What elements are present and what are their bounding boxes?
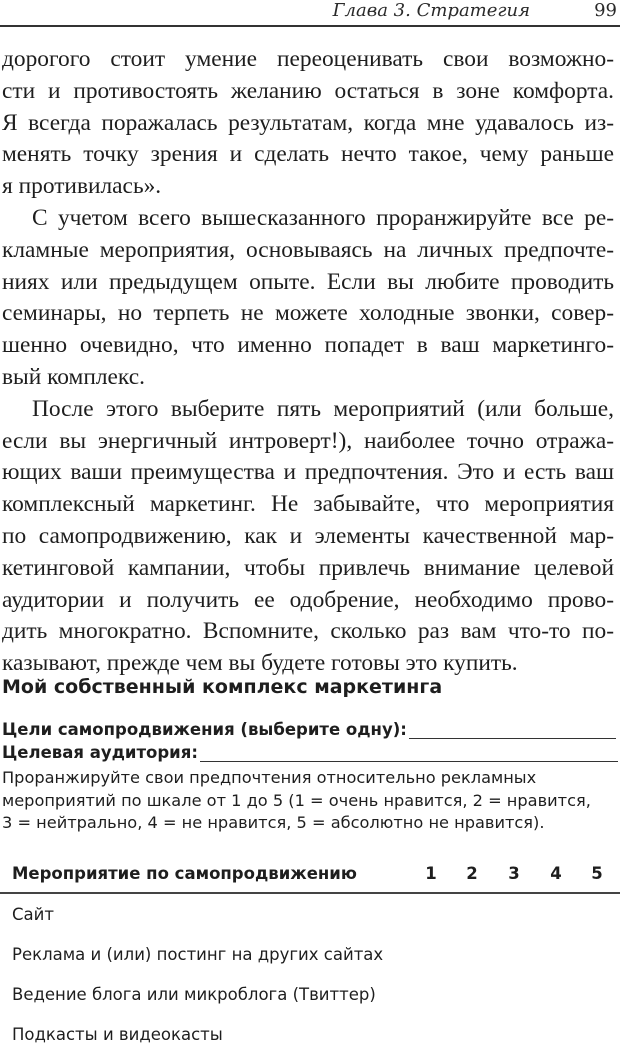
table-header [0, 858, 620, 894]
table-row [0, 1014, 620, 1054]
table-row [0, 974, 620, 1014]
worksheet-title: Мой собственный комплекс маркетинга [2, 676, 443, 698]
column-header-5: 5 [591, 864, 603, 883]
text-line: аудитории и получить ее одобрение, необходимо прово- [2, 586, 614, 613]
column-header-activity: Мероприятие по самопродвижению [12, 864, 357, 883]
paragraph-2 [2, 203, 614, 394]
text-line: вый комплекс. [2, 363, 145, 390]
text-line: менять точку зрения и сделать нечто такое, чему раньше [2, 141, 614, 168]
goal-blank-line[interactable] [409, 722, 616, 739]
running-head [0, 0, 620, 26]
text-line: семинары, но терпеть не можете холодные звонки, совер- [2, 300, 614, 327]
text-line: После этого выберите пять мероприятий (или больше, [32, 395, 614, 422]
audience-label: Целевая аудитория: [2, 743, 198, 762]
text-line: ниях или предыдущем опыте. Если вы любите проводить [2, 268, 614, 295]
text-line: комплексный маркетинг. Не забывайте, что мероприятия [2, 491, 614, 518]
column-header-3: 3 [508, 864, 520, 883]
header-rule [0, 25, 620, 27]
text-line: С учетом всего вышесказанного проранжируйте все ре- [32, 204, 614, 231]
text-line: дорогого стоит умение переоценивать свои возможно- [2, 46, 614, 72]
text-line: сти и противостоять желанию остаться в зоне комфорта. [2, 77, 614, 104]
column-header-4: 4 [550, 864, 562, 883]
text-line: если вы энергичный интроверт!), наиболее точно отража- [2, 427, 614, 454]
text-line: дить многократно. Вспомните, сколько раз вам что-то по- [2, 618, 614, 645]
rating-table [0, 858, 620, 1054]
text-line: кламные мероприятия, основываясь на личных предпочте- [2, 236, 614, 263]
text-line: шенно очевидно, что именно попадет в ваш маркетинго- [2, 332, 614, 359]
instruction-line: Проранжируйте свои предпочтения относительно рекламных [2, 768, 537, 787]
text-line: кетинговой кампании, чтобы привлечь внимание целевой [2, 554, 614, 581]
text-line: ющих ваши преимущества и предпочтения. Это и есть ваш [2, 459, 614, 486]
audience-field [2, 743, 618, 762]
paragraph-3 [2, 394, 614, 680]
table-body [0, 894, 620, 1054]
activity-label: Подкасты и видеокасты [12, 1025, 223, 1044]
column-header-1: 1 [425, 864, 437, 883]
text-line: по самопродвижению, как и элементы качественной мар- [2, 522, 614, 549]
audience-blank-line[interactable] [200, 745, 618, 762]
goal-label: Цели самопродвижения (выберите одну): [2, 720, 407, 739]
column-header-2: 2 [466, 864, 478, 883]
text-line: я противилась». [2, 173, 162, 200]
chapter-title: Глава 3. Стратегия [332, 0, 530, 21]
text-line: казывают, прежде чем вы будете готовы это купить. [2, 650, 518, 677]
body-text [2, 44, 614, 680]
instruction-line: 3 = нейтрально, 4 = не нравится, 5 = абсолютно не нравится). [2, 813, 545, 832]
table-row [0, 894, 620, 934]
activity-label: Ведение блога или микроблога (Твиттер) [12, 985, 376, 1004]
paragraph-1 [2, 44, 614, 203]
activity-label: Реклама и (или) постинг на других сайтах [12, 945, 384, 964]
instruction-line: мероприятий по шкале от 1 до 5 (1 = очень нравится, 2 = нравится, [2, 790, 591, 810]
page-number: 99 [594, 0, 617, 21]
table-row [0, 934, 620, 974]
activity-label: Сайт [12, 905, 54, 924]
goal-field [2, 720, 616, 739]
instructions [2, 767, 617, 835]
text-line: Я всегда поражалась результатам, когда мне удавалось из- [2, 109, 614, 136]
